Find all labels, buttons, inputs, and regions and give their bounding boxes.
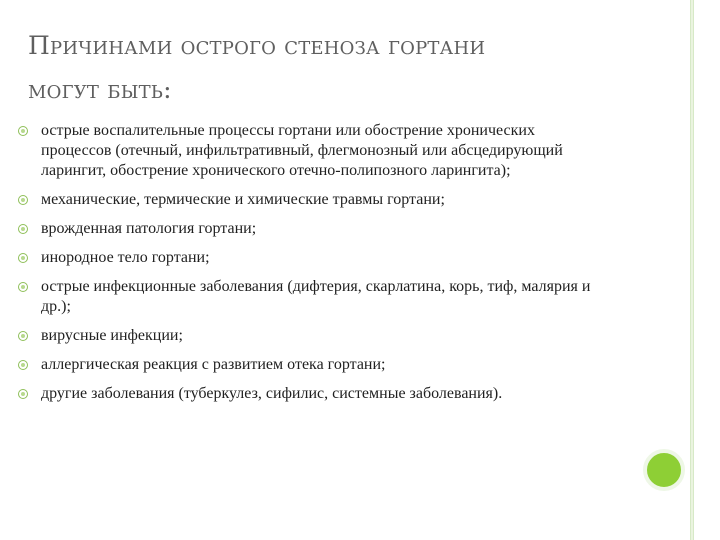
bullet-item-viral-infections: [18, 326, 598, 346]
bullet-text: вирусные инфекции;: [41, 327, 183, 344]
circle-bullet-icon: [18, 126, 28, 136]
bullet-item-allergic-reaction: [18, 355, 598, 375]
bullet-text: инородное тело гортани;: [41, 249, 210, 266]
bullet-text: аллергическая реакция с развитием отека гортани;: [41, 356, 386, 373]
bullet-item-congenital: [18, 219, 598, 239]
bullet-list: [18, 121, 598, 404]
circle-bullet-icon: [18, 195, 28, 205]
bullet-text: острые воспалительные процессы гортани или обострение хронических процессов (отечный, инфильтративный, флегмонозный или абсцедирующий ларингит, обострение хронического отечно-полипозного ларингита);: [41, 122, 563, 179]
title-line-2: могут быть:: [28, 75, 172, 104]
bullet-item-trauma: [18, 190, 598, 210]
bullet-text: острые инфекционные заболевания (дифтерия, скарлатина, корь, тиф, малярия и др.);: [41, 278, 591, 315]
green-circle-icon: [643, 449, 685, 491]
bullet-item-other-diseases: [18, 384, 598, 404]
slide-content: [18, 121, 598, 413]
slide-title: [28, 24, 668, 112]
circle-bullet-icon: [18, 331, 28, 341]
circle-bullet-icon: [18, 224, 28, 234]
bullet-item-foreign-body: [18, 248, 598, 268]
circle-bullet-icon: [18, 360, 28, 370]
bullet-item-acute-inflammation: [18, 121, 598, 181]
circle-bullet-icon: [18, 282, 28, 292]
bullet-item-infectious-diseases: [18, 277, 598, 317]
bullet-text: механические, термические и химические травмы гортани;: [41, 191, 445, 208]
circle-bullet-icon: [18, 389, 28, 399]
circle-bullet-icon: [18, 253, 28, 263]
bullet-text: другие заболевания (туберкулез, сифилис, системные заболевания).: [41, 385, 503, 402]
title-line-1: Причинами острого стеноза гортани: [28, 31, 486, 60]
bullet-text: врожденная патология гортани;: [41, 220, 257, 237]
right-vertical-line: [690, 0, 694, 540]
